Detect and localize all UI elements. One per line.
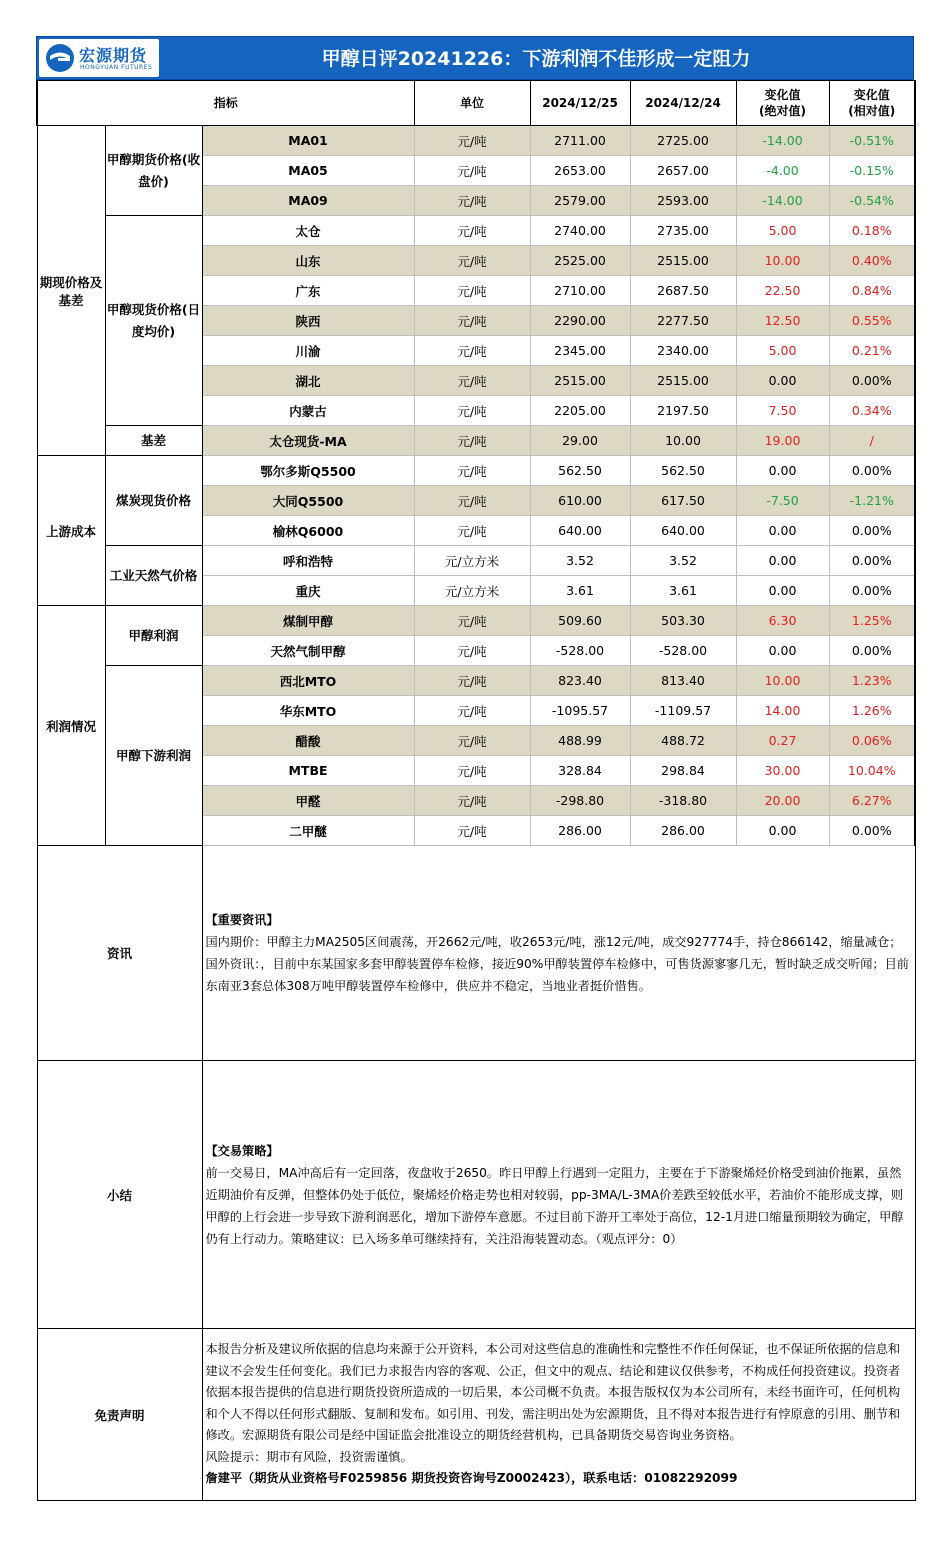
row-unit: 元/吨 <box>414 336 530 366</box>
row-value-date1: 2711.00 <box>530 126 630 156</box>
row-value-date1: 2205.00 <box>530 396 630 426</box>
row-unit: 元/立方米 <box>414 546 530 576</box>
row-value-date1: 29.00 <box>530 426 630 456</box>
row-unit: 元/吨 <box>414 426 530 456</box>
section-spot-futures-basis: 期现价格及基差 <box>37 126 105 456</box>
section-upstream-cost: 上游成本 <box>37 456 105 606</box>
row-unit: 元/吨 <box>414 156 530 186</box>
row-value-date1: 3.61 <box>530 576 630 606</box>
summary-heading: 【交易策略】 <box>205 1143 279 1158</box>
row-value-date1: 2290.00 <box>530 306 630 336</box>
row-value-date2: 488.72 <box>630 726 736 756</box>
row-indicator-name: MA09 <box>202 186 414 216</box>
row-indicator-name: 陕西 <box>202 306 414 336</box>
row-value-date2: 617.50 <box>630 486 736 516</box>
row-indicator-name: MTBE <box>202 756 414 786</box>
summary-content <box>202 1061 915 1329</box>
row-value-date1: 509.60 <box>530 606 630 636</box>
row-change-rel: 0.21% <box>829 336 915 366</box>
row-indicator-name: 太仓 <box>202 216 414 246</box>
summary-row <box>37 1061 915 1329</box>
row-change-rel: 0.00% <box>829 516 915 546</box>
row-indicator-name: 甲醛 <box>202 786 414 816</box>
row-value-date1: -1095.57 <box>530 696 630 726</box>
row-change-abs: 0.27 <box>736 726 829 756</box>
row-value-date1: 2515.00 <box>530 366 630 396</box>
row-change-abs: 5.00 <box>736 336 829 366</box>
row-value-date2: -528.00 <box>630 636 736 666</box>
table-header-row <box>37 81 915 126</box>
row-change-abs: 7.50 <box>736 396 829 426</box>
company-logo <box>39 39 159 77</box>
row-change-rel: 0.00% <box>829 816 915 846</box>
row-value-date1: 2345.00 <box>530 336 630 366</box>
analyst-contact: 詹建平（期货从业资格号F0259856 期货投资咨询号Z0002423），联系电话：01082292099 <box>205 1471 738 1486</box>
row-unit: 元/吨 <box>414 486 530 516</box>
disclaimer-label: 免责声明 <box>37 1329 202 1501</box>
row-change-abs: 0.00 <box>736 816 829 846</box>
row-change-rel: 10.04% <box>829 756 915 786</box>
row-value-date2: -1109.57 <box>630 696 736 726</box>
row-change-abs: 6.30 <box>736 606 829 636</box>
row-change-abs: 20.00 <box>736 786 829 816</box>
row-change-abs: -7.50 <box>736 486 829 516</box>
row-change-rel: 0.00% <box>829 546 915 576</box>
row-value-date2: 2725.00 <box>630 126 736 156</box>
row-unit: 元/吨 <box>414 666 530 696</box>
subsection-futures-price: 甲醇期货价格(收盘价) <box>105 126 202 216</box>
subsection-basis: 基差 <box>105 426 202 456</box>
disclaimer-content <box>202 1329 915 1501</box>
row-indicator-name: MA05 <box>202 156 414 186</box>
row-indicator-name: 湖北 <box>202 366 414 396</box>
row-value-date2: 3.61 <box>630 576 736 606</box>
row-value-date1: 562.50 <box>530 456 630 486</box>
report-title: 甲醇日评20241226：下游利润不佳形成一定阻力 <box>321 48 751 70</box>
row-change-rel: -0.51% <box>829 126 915 156</box>
col-header-date2: 2024/12/24 <box>630 81 736 126</box>
subsection-gas-price: 工业天然气价格 <box>105 546 202 606</box>
methanol-daily-report <box>36 36 914 1501</box>
row-change-abs: 0.00 <box>736 636 829 666</box>
row-change-abs: 5.00 <box>736 216 829 246</box>
row-value-date1: 328.84 <box>530 756 630 786</box>
table-row <box>37 666 915 696</box>
row-change-abs: 0.00 <box>736 366 829 396</box>
row-indicator-name: 大同Q5500 <box>202 486 414 516</box>
summary-paragraph: 前一交易日，MA冲高后有一定回落，夜盘收于2650。昨日甲醇上行遇到一定阻力，主要在于下游聚烯烃价格受到油价拖累，虽然近期油价有反弹，但整体仍处于低位，聚烯烃价格走势也相对较弱，pp-3MA/L-3MA价差跌至较低水平，若油价不能形成支撑，则甲醇的上行会进一步导致下游利润恶化，增加下游停车意愿。不过目前下游开工率处于高位，12-1月进口缩量预期较为确定，甲醇仍有上行动力。策略建议：已入场多单可继续持有，关注沿海装置动态。（观点评分：0） <box>205 1165 904 1246</box>
row-value-date1: 3.52 <box>530 546 630 576</box>
row-indicator-name: 重庆 <box>202 576 414 606</box>
row-unit: 元/吨 <box>414 396 530 426</box>
section-profit: 利润情况 <box>37 606 105 846</box>
row-value-date2: 10.00 <box>630 426 736 456</box>
row-indicator-name: 广东 <box>202 276 414 306</box>
news-content <box>202 846 915 1061</box>
row-change-abs: 30.00 <box>736 756 829 786</box>
table-body <box>37 126 915 846</box>
row-value-date2: 2593.00 <box>630 186 736 216</box>
col-header-change-rel: 变化值 (相对值) <box>829 81 915 126</box>
row-change-abs: -14.00 <box>736 126 829 156</box>
row-value-date2: 562.50 <box>630 456 736 486</box>
row-value-date2: 503.30 <box>630 606 736 636</box>
row-indicator-name: 华东MTO <box>202 696 414 726</box>
col-header-change-abs: 变化值 (绝对值) <box>736 81 829 126</box>
row-value-date2: 3.52 <box>630 546 736 576</box>
row-change-abs: 0.00 <box>736 546 829 576</box>
row-value-date2: 2197.50 <box>630 396 736 426</box>
row-change-rel: 0.55% <box>829 306 915 336</box>
row-indicator-name: 太仓现货-MA <box>202 426 414 456</box>
news-heading: 【重要资讯】 <box>205 913 279 927</box>
row-indicator-name: 榆林Q6000 <box>202 516 414 546</box>
news-paragraph-1: 国内期价：甲醇主力MA2505区间震荡，开2662元/吨，收2653元/吨，涨12元/吨，成交927774手，持仓866142，缩量减仓； <box>205 935 902 949</box>
row-change-rel: 1.25% <box>829 606 915 636</box>
row-unit: 元/吨 <box>414 516 530 546</box>
row-unit: 元/吨 <box>414 696 530 726</box>
row-change-rel: 0.40% <box>829 246 915 276</box>
row-change-rel: 0.34% <box>829 396 915 426</box>
row-unit: 元/吨 <box>414 216 530 246</box>
row-change-abs: 10.00 <box>736 666 829 696</box>
col-header-date1: 2024/12/25 <box>530 81 630 126</box>
row-change-rel: -0.54% <box>829 186 915 216</box>
row-value-date1: 610.00 <box>530 486 630 516</box>
row-value-date1: 2525.00 <box>530 246 630 276</box>
row-value-date1: -528.00 <box>530 636 630 666</box>
row-change-abs: 22.50 <box>736 276 829 306</box>
row-unit: 元/吨 <box>414 126 530 156</box>
risk-warning: 风险提示：期市有风险，投资需谨慎。 <box>205 1449 413 1464</box>
row-indicator-name: 鄂尔多斯Q5500 <box>202 456 414 486</box>
row-change-abs: 0.00 <box>736 456 829 486</box>
row-change-abs: 14.00 <box>736 696 829 726</box>
row-value-date2: 286.00 <box>630 816 736 846</box>
row-value-date1: 2740.00 <box>530 216 630 246</box>
row-value-date1: 823.40 <box>530 666 630 696</box>
row-unit: 元/吨 <box>414 456 530 486</box>
row-value-date2: 298.84 <box>630 756 736 786</box>
table-row <box>37 606 915 636</box>
report-header-banner <box>36 36 914 80</box>
row-unit: 元/吨 <box>414 186 530 216</box>
disclaimer-paragraph: 本报告分析及建议所依据的信息均来源于公开资料，本公司对这些信息的准确性和完整性不作任何保证，也不保证所依据的信息和建议不会发生任何变化。我们已力求报告内容的客观、公正，但文中的观点、结论和建议仅供参考，不构成任何投资建议。投资者依据本报告提供的信息进行期货投资所造成的一切后果，本公司概不负责。本报告版权仅为本公司所有，未经书面许可，任何机构和个人不得以任何形式翻版、复制和发布。如引用、刊发，需注明出处为宏源期货，且不得对本报告进行有悖原意的引用、删节和修改。宏源期货有限公司是经中国证监会批准设立的期货经营机构，已具备期货交易咨询业务资格。 <box>205 1342 901 1443</box>
row-change-rel: -1.21% <box>829 486 915 516</box>
row-value-date1: 286.00 <box>530 816 630 846</box>
row-unit: 元/吨 <box>414 726 530 756</box>
news-paragraph-2: 国外资讯：，目前中东某国家多套甲醇装置停车检修，接近90%甲醇装置停车检修中，可售货源寥寥几无，暂时缺乏成交听闻；目前东南亚3套总体308万吨甲醇装置停车检修中，供应并不稳定，当地业者挺价惜售。 <box>205 957 909 993</box>
row-value-date2: 2735.00 <box>630 216 736 246</box>
row-unit: 元/吨 <box>414 246 530 276</box>
row-value-date2: 2657.00 <box>630 156 736 186</box>
row-change-rel: 0.00% <box>829 456 915 486</box>
row-value-date2: 2277.50 <box>630 306 736 336</box>
row-value-date1: 640.00 <box>530 516 630 546</box>
row-change-rel: 1.23% <box>829 666 915 696</box>
row-indicator-name: 山东 <box>202 246 414 276</box>
row-value-date1: 2653.00 <box>530 156 630 186</box>
row-change-abs: -14.00 <box>736 186 829 216</box>
row-change-rel: 0.00% <box>829 636 915 666</box>
row-change-abs: 19.00 <box>736 426 829 456</box>
row-change-rel: 0.00% <box>829 366 915 396</box>
table-row <box>37 126 915 156</box>
row-value-date1: 2710.00 <box>530 276 630 306</box>
row-unit: 元/立方米 <box>414 576 530 606</box>
row-value-date1: 488.99 <box>530 726 630 756</box>
disclaimer-row <box>37 1329 915 1501</box>
subsection-methanol-profit: 甲醇利润 <box>105 606 202 666</box>
row-unit: 元/吨 <box>414 366 530 396</box>
row-value-date2: 2515.00 <box>630 366 736 396</box>
row-unit: 元/吨 <box>414 756 530 786</box>
row-change-rel: 0.18% <box>829 216 915 246</box>
row-indicator-name: 煤制甲醇 <box>202 606 414 636</box>
row-unit: 元/吨 <box>414 786 530 816</box>
col-header-unit: 单位 <box>414 81 530 126</box>
row-value-date2: 640.00 <box>630 516 736 546</box>
row-value-date2: 2515.00 <box>630 246 736 276</box>
row-indicator-name: 内蒙古 <box>202 396 414 426</box>
row-indicator-name: 醋酸 <box>202 726 414 756</box>
row-value-date2: 2340.00 <box>630 336 736 366</box>
row-indicator-name: 西北MTO <box>202 666 414 696</box>
row-change-rel: 0.06% <box>829 726 915 756</box>
row-change-rel: 0.84% <box>829 276 915 306</box>
row-change-rel: 6.27% <box>829 786 915 816</box>
row-change-rel: -0.15% <box>829 156 915 186</box>
table-row <box>37 426 915 456</box>
subsection-downstream-profit: 甲醇下游利润 <box>105 666 202 846</box>
row-value-date2: 2687.50 <box>630 276 736 306</box>
subsection-coal-price: 煤炭现货价格 <box>105 456 202 546</box>
row-unit: 元/吨 <box>414 606 530 636</box>
table-row <box>37 546 915 576</box>
row-change-rel: 1.26% <box>829 696 915 726</box>
row-change-abs: 12.50 <box>736 306 829 336</box>
row-unit: 元/吨 <box>414 636 530 666</box>
logo-text-en: HONGYUAN FUTURES <box>80 64 153 71</box>
indicator-table <box>36 80 916 1501</box>
summary-label: 小结 <box>37 1061 202 1329</box>
subsection-spot-price: 甲醇现货价格(日度均价) <box>105 216 202 426</box>
logo-text-cn: 宏源期货 <box>79 46 148 65</box>
row-indicator-name: 呼和浩特 <box>202 546 414 576</box>
col-header-indicator: 指标 <box>37 81 414 126</box>
row-value-date1: 2579.00 <box>530 186 630 216</box>
row-change-abs: 0.00 <box>736 576 829 606</box>
row-change-abs: 0.00 <box>736 516 829 546</box>
row-indicator-name: 天然气制甲醇 <box>202 636 414 666</box>
row-change-rel: 0.00% <box>829 576 915 606</box>
table-row <box>37 456 915 486</box>
row-unit: 元/吨 <box>414 276 530 306</box>
row-value-date2: 813.40 <box>630 666 736 696</box>
hongyuan-logo-icon <box>45 43 75 73</box>
news-label: 资讯 <box>37 846 202 1061</box>
row-value-date1: -298.80 <box>530 786 630 816</box>
news-row <box>37 846 915 1061</box>
row-value-date2: -318.80 <box>630 786 736 816</box>
row-unit: 元/吨 <box>414 816 530 846</box>
table-row <box>37 216 915 246</box>
row-change-rel: / <box>829 426 915 456</box>
row-change-abs: 10.00 <box>736 246 829 276</box>
row-unit: 元/吨 <box>414 306 530 336</box>
row-indicator-name: 川渝 <box>202 336 414 366</box>
row-indicator-name: 二甲醚 <box>202 816 414 846</box>
row-indicator-name: MA01 <box>202 126 414 156</box>
row-change-abs: -4.00 <box>736 156 829 186</box>
